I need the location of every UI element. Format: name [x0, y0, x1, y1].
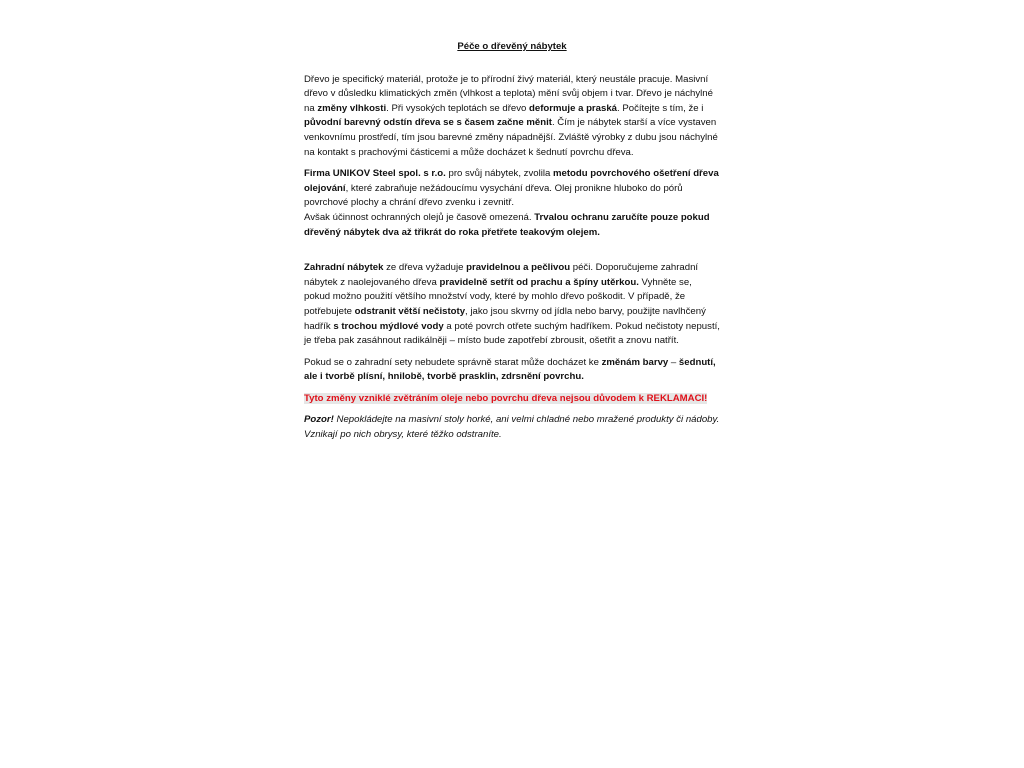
emphasis: metodu povrchového ošetření dřeva olejování [304, 168, 719, 194]
emphasis: změny vlhkosti [317, 102, 387, 114]
emphasis: odstranit větší nečistoty [354, 305, 466, 317]
text: Avšak účinnost ochranných olejů je časově omezená. [304, 211, 535, 223]
text: . Při vysokých teplotách se dřevo [386, 102, 530, 114]
emphasis: šednutí, ale i tvorbě plísní, hnilobě, tvorbě prasklin, zdrsnění povrchu. [304, 356, 716, 383]
emphasis: změnám barvy [601, 356, 669, 368]
text: Nepokládejte na masivní stoly horké, ani velmi chladné nebo mražené produkty či nádoby. Vznikají po nich obrysy, které těžko odstraníte. [304, 414, 720, 441]
emphasis: pravidelnou a pečlivou [466, 262, 571, 274]
paragraph-garden-furniture [304, 261, 720, 349]
text: , jako jsou skvrny od jídla nebo barvy, použijte navlhčený hadřík [304, 305, 706, 332]
caution-label: Pozor! [304, 414, 334, 426]
text: Dřevo je specifický materiál, protože je to přírodní živý materiál, který neustále pracuje. Masivní dřevo v důsledku klimatických změn (vlhkost a teplota) mění svůj objem i tvar. Dřevo je náchylné na [304, 73, 713, 114]
text: pro svůj nábytek, zvolila [445, 168, 553, 180]
text: a poté povrch otřete suchým hadříkem. Pokud nečistoty nepustí, je třeba pak zasáhnout radikálněji – místo bude zapotřebí zbrousit, ošetřit a znovu natřít. [304, 320, 720, 347]
text: ze dřeva vyžaduje [383, 262, 467, 274]
paragraph-wood-properties [304, 73, 720, 161]
emphasis: původní barevný odstín dřeva se s časem začne měnit [304, 117, 552, 129]
emphasis: Trvalou ochranu zaručíte pouze pokud dřevěný nábytek dva až třikrát do roka přetřete teakovým olejem. [304, 211, 710, 238]
paragraph-caution-note [304, 413, 720, 442]
emphasis: deformuje a praská [529, 102, 618, 114]
text: Vyhněte se, pokud možno použití většího množství vody, které by mohlo dřevo poškodit. V případě, že potřebujete [304, 276, 692, 317]
emphasis: Zahradní nábytek [304, 262, 384, 274]
emphasis: s trochou mýdlové vody [333, 320, 444, 332]
document-title: Péče o dřevěný nábytek [457, 41, 567, 52]
text: – [668, 356, 679, 368]
paragraph-neglect-consequences [304, 356, 720, 385]
text: . Čím je nábytek starší a více vystaven venkovnímu prostředí, tím jsou barevné změny nápadnější. Zvláště výrobky z dubu jsou náchylné na kontakt s prachovými částicemi a může docházet k šednutí povrchu dřeva. [304, 117, 718, 158]
paragraph-warning [304, 392, 720, 407]
text: Pokud se o zahradní sety nebudete správně starat může docházet ke [304, 356, 602, 368]
text: péči. Doporučujeme zahradní nábytek z naolejovaného dřeva [304, 262, 699, 288]
document-page [304, 40, 720, 450]
text: . Počítejte s tím, že i [617, 102, 704, 114]
complaint-warning: Tyto změny vzniklé zvětráním oleje nebo povrchu dřeva nejsou důvodem k REKLAMACI! [304, 392, 708, 404]
spacer [304, 247, 720, 261]
text: , které zabraňuje nežádoucímu vysychání dřeva. Olej pronikne hluboko do pórů povrchové plochy a chrání dřevo zvenku i zevnitř. [304, 182, 683, 209]
company-name: Firma UNIKOV Steel spol. s r.o. [304, 168, 446, 180]
paragraph-oiling-method [304, 167, 720, 240]
emphasis: pravidelně setřít od prachu a špíny utěrkou. [439, 276, 639, 288]
